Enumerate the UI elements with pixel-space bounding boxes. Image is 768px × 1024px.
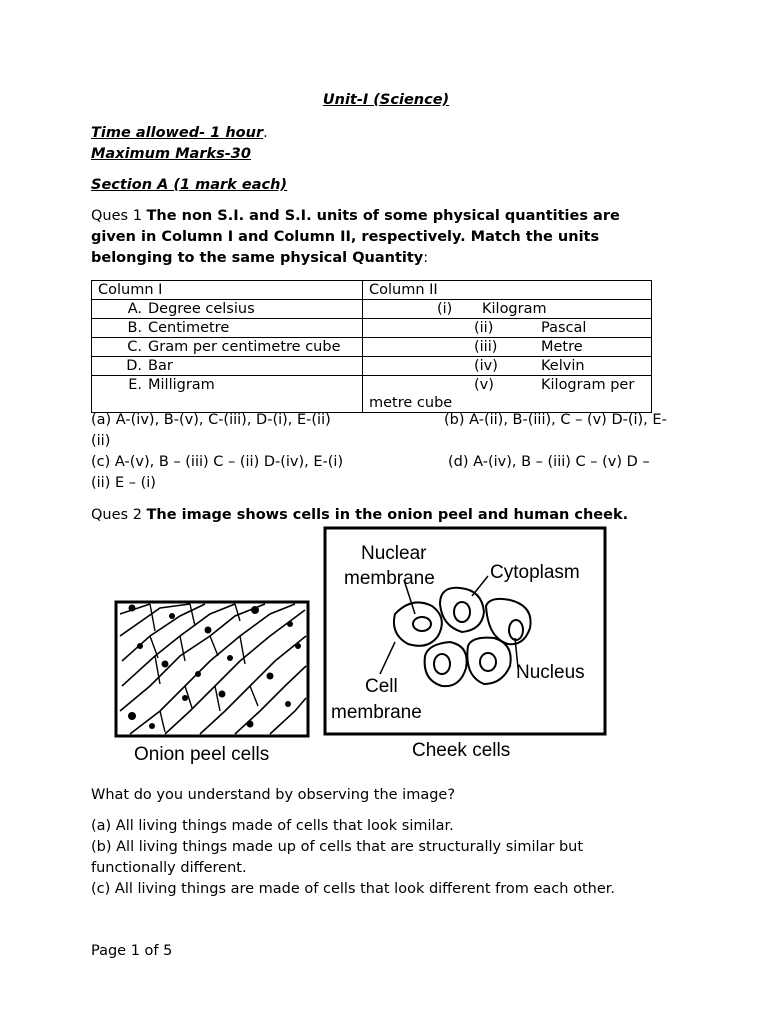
table-row xyxy=(92,376,652,413)
q1-line-2 xyxy=(91,227,599,248)
maximum-marks: Maximum Marks-30 xyxy=(91,146,251,162)
col2-roman: (v) xyxy=(474,377,494,393)
onion-peel-diagram xyxy=(116,602,308,736)
col2-text: Pascal xyxy=(541,320,587,336)
onion-caption: Onion peel cells xyxy=(134,744,270,765)
q2-option-a: (a) All living things made of cells that look similar. xyxy=(91,818,454,834)
col1-cell xyxy=(92,300,363,319)
col2-cell xyxy=(363,319,652,338)
label-cell: Cell xyxy=(365,676,398,697)
label-membrane: membrane xyxy=(344,568,435,589)
col2-roman: (iii) xyxy=(474,339,498,355)
q2-question: What do you understand by observing the image? xyxy=(91,787,456,803)
q1-line-1 xyxy=(91,206,620,227)
col1-letter: D. xyxy=(126,358,142,374)
label-nuclear: Nuclear xyxy=(361,543,427,564)
q1-option-d: (d) A-(iv), B – (iii) C – (v) D – xyxy=(448,454,650,470)
col2-text: Kelvin xyxy=(541,358,585,374)
col2-text: Kilogram xyxy=(482,301,547,317)
col1-text: Centimetre xyxy=(148,320,230,336)
q1-option-d-wrap: (ii) E – (i) xyxy=(91,475,156,491)
table-row xyxy=(92,338,652,357)
label-nucleus: Nucleus xyxy=(516,662,585,683)
col1-text: Bar xyxy=(148,358,173,374)
col2-text: Metre xyxy=(541,339,583,355)
page-title: Unit-I (Science) xyxy=(322,92,450,108)
q2-line xyxy=(91,505,628,526)
col1-letter: C. xyxy=(127,339,142,355)
q1-option-c: (c) A-(v), B – (iii) C – (ii) D-(iv), E-(i) xyxy=(91,454,344,470)
table-row xyxy=(92,300,652,319)
label-cell-membrane: membrane xyxy=(331,702,422,723)
q1-text-3-colon: : xyxy=(423,250,429,266)
col1-cell xyxy=(92,338,363,357)
label-cytoplasm: Cytoplasm xyxy=(490,562,580,583)
time-allowed xyxy=(91,123,268,144)
q2-option-c: (c) All living things are made of cells that look different from each other. xyxy=(91,881,615,897)
q1-option-a: (a) A-(iv), B-(v), C-(iii), D-(i), E-(ii) xyxy=(91,412,331,428)
page-number: Page 1 of 5 xyxy=(91,943,173,959)
col1-text: Gram per centimetre cube xyxy=(148,339,341,355)
col2-roman: (iv) xyxy=(474,358,498,374)
col2-header: Column II xyxy=(363,281,652,300)
q2-option-b: (b) All living things made up of cells that are structurally similar but xyxy=(91,839,584,855)
table-row xyxy=(92,357,652,376)
col2-roman: (ii) xyxy=(474,320,494,336)
col1-cell xyxy=(92,357,363,376)
col1-text: Degree celsius xyxy=(148,301,255,317)
q1-text-2: given in Column I and Column II, respectively. Match the units xyxy=(91,229,600,245)
q1-option-b: (b) A-(ii), B-(iii), C – (v) D-(i), E- xyxy=(444,412,667,428)
col1-cell xyxy=(92,319,363,338)
cells-figure xyxy=(110,526,610,766)
col1-text: Milligram xyxy=(148,377,215,393)
q1-option-b-wrap: (ii) xyxy=(91,433,111,449)
q2-text: The image shows cells in the onion peel and human cheek. xyxy=(146,507,629,523)
col2-roman: (i) xyxy=(437,301,453,317)
q1-text-3: belonging to the same physical Quantity xyxy=(91,250,424,266)
time-allowed-text: Time allowed- 1 hour xyxy=(91,125,264,141)
col2-wrap: metre cube xyxy=(369,395,453,411)
col1-letter: B. xyxy=(127,320,142,336)
cheek-caption: Cheek cells xyxy=(412,740,511,761)
col2-cell xyxy=(363,357,652,376)
q1-prefix: Ques 1 xyxy=(91,208,147,224)
table-header-row xyxy=(92,281,652,300)
table-row xyxy=(92,319,652,338)
q2-option-b-wrap: functionally different. xyxy=(91,860,247,876)
col1-letter: A. xyxy=(127,301,142,317)
match-table xyxy=(91,280,652,413)
col2-cell xyxy=(363,376,652,413)
q1-line-3 xyxy=(91,248,428,269)
col1-header: Column I xyxy=(92,281,363,300)
section-heading: Section A (1 mark each) xyxy=(91,177,288,193)
col1-cell xyxy=(92,376,363,413)
q2-prefix: Ques 2 xyxy=(91,507,147,523)
q1-text-1: The non S.I. and S.I. units of some physical quantities are xyxy=(146,208,620,224)
time-allowed-period: . xyxy=(263,125,268,141)
col1-letter: E. xyxy=(128,377,142,393)
col2-cell xyxy=(363,338,652,357)
col2-text: Kilogram per xyxy=(541,377,635,393)
col2-cell xyxy=(363,300,652,319)
